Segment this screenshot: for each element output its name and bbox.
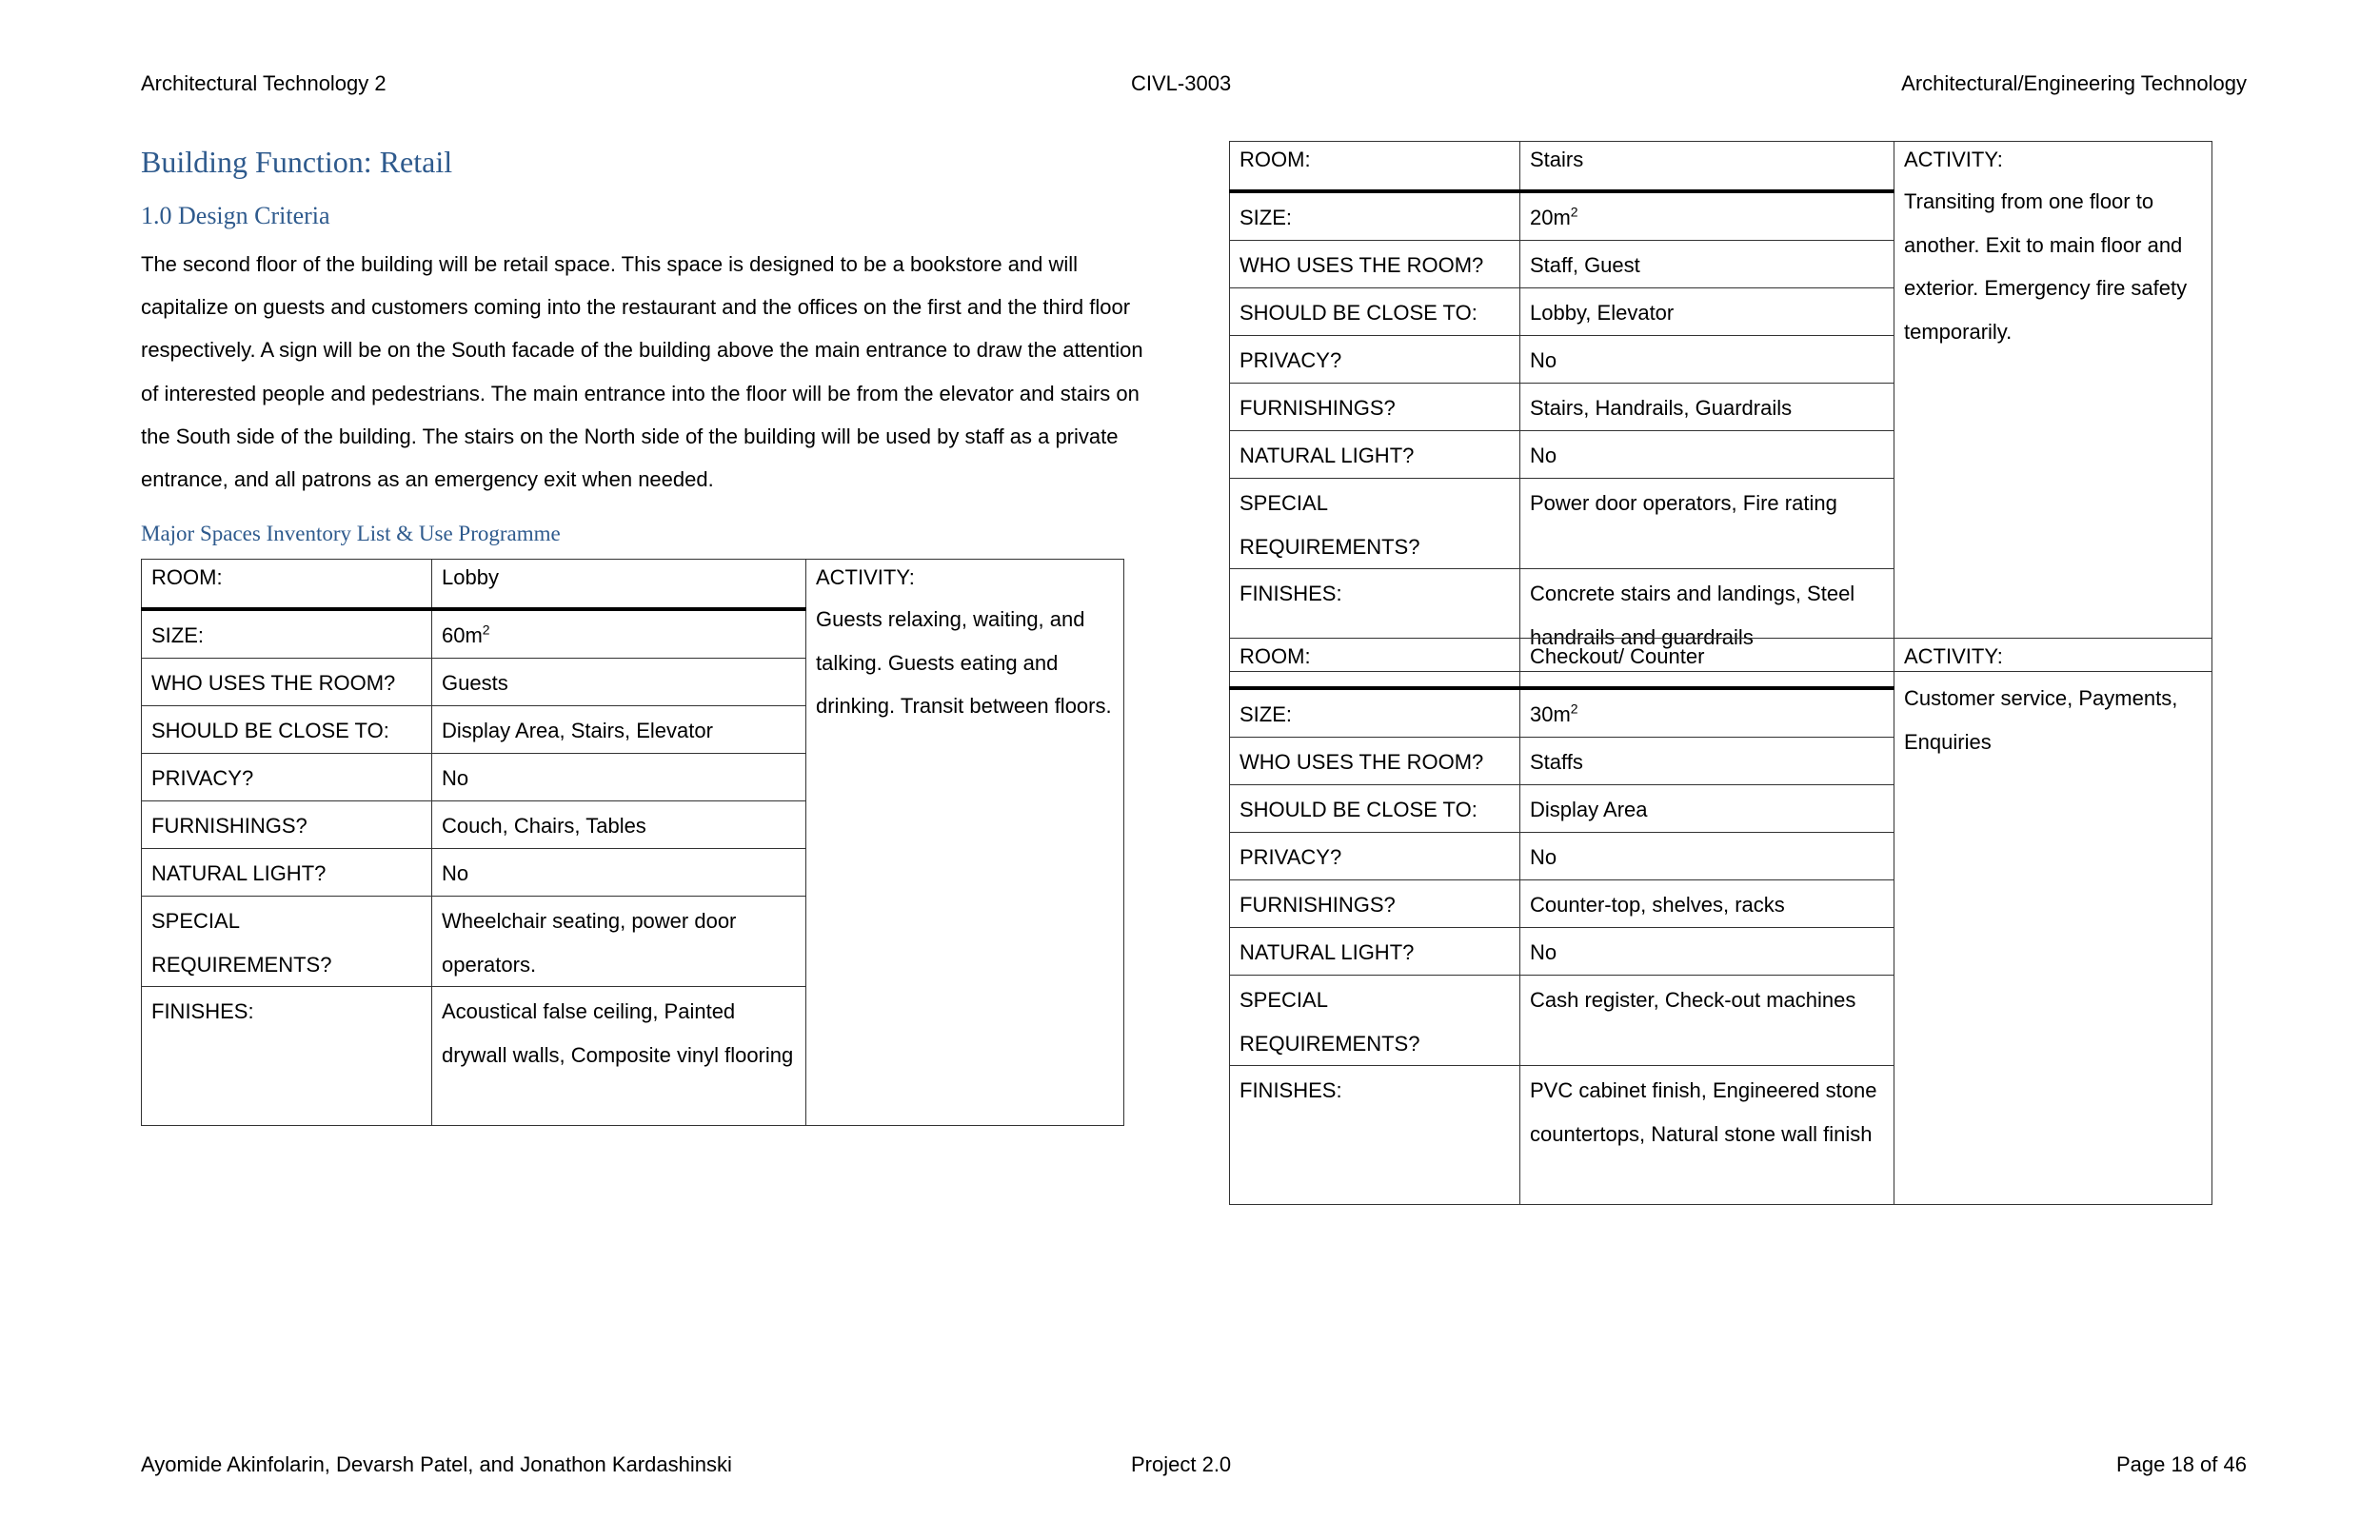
size-label: SIZE: (1230, 191, 1520, 241)
room-table-lobby (141, 559, 1124, 1126)
who-label: WHO USES THE ROOM? (1230, 738, 1520, 785)
close-label: SHOULD BE CLOSE TO: (1230, 288, 1520, 336)
size-exponent: 2 (1570, 701, 1578, 717)
finishes-value: Acoustical false ceiling, Painted drywall walls, Composite vinyl flooring (432, 987, 806, 1126)
privacy-label: PRIVACY? (142, 754, 432, 801)
size-number: 60m (442, 623, 483, 647)
activity-cell (1894, 142, 2212, 672)
activity-value: Transiting from one floor to another. Exit to main floor and exterior. Emergency fire safety temporarily. (1904, 189, 2188, 344)
special-value: Power door operators, Fire rating (1520, 479, 1894, 569)
table-row (142, 560, 1124, 610)
furnishings-value: Couch, Chairs, Tables (432, 801, 806, 849)
who-value: Guests (432, 659, 806, 706)
design-criteria-paragraph: The second floor of the building will be retail space. This space is designed to be a bookstore and will capitalize on guests and customers coming into the restaurant and the offices on the first and the third floor respectively. A sign will be on the South facade of the building above the main entrance to draw the attention of interested people and pedestrians. The main entrance into the floor will be from the elevator and stairs on the South side of the building. The stairs on the North side of the building will be used by staff as a private entrance, and all patrons as an emergency exit when needed. (141, 252, 1143, 492)
size-number: 30m (1530, 702, 1571, 726)
special-value: Wheelchair seating, power door operators. (432, 897, 806, 987)
finishes-value: PVC cabinet finish, Engineered stone countertops, Natural stone wall finish (1520, 1066, 1894, 1205)
size-value (1520, 688, 1894, 738)
activity-cell (1894, 639, 2212, 1205)
furnishings-label: FURNISHINGS? (1230, 880, 1520, 928)
close-label: SHOULD BE CLOSE TO: (1230, 785, 1520, 833)
light-label: NATURAL LIGHT? (142, 849, 432, 897)
table-row (1230, 639, 2212, 689)
size-exponent: 2 (1570, 204, 1578, 220)
privacy-label: PRIVACY? (1230, 336, 1520, 384)
activity-label: ACTIVITY: (1904, 148, 2003, 171)
activity-label: ACTIVITY: (1904, 644, 2003, 668)
room-table-checkout (1229, 638, 2212, 1205)
table-row (1230, 142, 2212, 192)
who-label: WHO USES THE ROOM? (142, 659, 432, 706)
size-label: SIZE: (142, 609, 432, 659)
footer-project: Project 2.0 (1131, 1452, 1232, 1476)
page-title: Building Function: Retail (141, 145, 453, 179)
light-label: NATURAL LIGHT? (1230, 928, 1520, 976)
close-value: Lobby, Elevator (1520, 288, 1894, 336)
section-heading: 1.0 Design Criteria (141, 202, 330, 229)
furnishings-label: FURNISHINGS? (142, 801, 432, 849)
privacy-value: No (1520, 336, 1894, 384)
special-label: SPECIAL REQUIREMENTS? (1230, 479, 1520, 569)
activity-value: Customer service, Payments, Enquiries (1904, 686, 2178, 754)
finishes-label: FINISHES: (142, 987, 432, 1126)
header-course-name: Architectural Technology 2 (141, 71, 387, 95)
size-value (432, 609, 806, 659)
finishes-label: FINISHES: (1230, 1066, 1520, 1205)
who-label: WHO USES THE ROOM? (1230, 241, 1520, 288)
activity-cell (806, 560, 1124, 1126)
light-label: NATURAL LIGHT? (1230, 431, 1520, 479)
size-label: SIZE: (1230, 688, 1520, 738)
room-label: ROOM: (1230, 142, 1520, 192)
inventory-heading: Major Spaces Inventory List & Use Programme (141, 522, 561, 545)
room-value: Lobby (432, 560, 806, 610)
room-label: ROOM: (1230, 639, 1520, 689)
light-value: No (1520, 431, 1894, 479)
light-value: No (432, 849, 806, 897)
finishes-label: FINISHES: (1230, 569, 1520, 672)
close-value: Display Area, Stairs, Elevator (432, 706, 806, 754)
activity-value: Guests relaxing, waiting, and talking. Guests eating and drinking. Transit between floors. (816, 607, 1112, 718)
furnishings-value: Counter-top, shelves, racks (1520, 880, 1894, 928)
size-exponent: 2 (482, 622, 490, 638)
privacy-label: PRIVACY? (1230, 833, 1520, 880)
who-value: Staff, Guest (1520, 241, 1894, 288)
room-label: ROOM: (142, 560, 432, 610)
special-label: SPECIAL REQUIREMENTS? (1230, 976, 1520, 1066)
furnishings-value: Stairs, Handrails, Guardrails (1520, 384, 1894, 431)
privacy-value: No (432, 754, 806, 801)
close-label: SHOULD BE CLOSE TO: (142, 706, 432, 754)
size-number: 20m (1530, 206, 1571, 229)
special-value: Cash register, Check-out machines (1520, 976, 1894, 1066)
header-course-code: CIVL-3003 (1131, 71, 1232, 95)
light-value: No (1520, 928, 1894, 976)
room-table-stairs (1229, 141, 2212, 672)
who-value: Staffs (1520, 738, 1894, 785)
room-value: Checkout/ Counter (1520, 639, 1894, 689)
close-value: Display Area (1520, 785, 1894, 833)
privacy-value: No (1520, 833, 1894, 880)
footer-authors: Ayomide Akinfolarin, Devarsh Patel, and Jonathon Kardashinski (141, 1452, 732, 1476)
special-label: SPECIAL REQUIREMENTS? (142, 897, 432, 987)
room-value: Stairs (1520, 142, 1894, 192)
size-value (1520, 191, 1894, 241)
header-program: Architectural/Engineering Technology (1901, 71, 2247, 95)
finishes-value: Concrete stairs and landings, Steel handrails and guardrails (1520, 569, 1894, 672)
footer-page-number: Page 18 of 46 (2115, 1452, 2247, 1476)
activity-label: ACTIVITY: (816, 565, 915, 589)
furnishings-label: FURNISHINGS? (1230, 384, 1520, 431)
